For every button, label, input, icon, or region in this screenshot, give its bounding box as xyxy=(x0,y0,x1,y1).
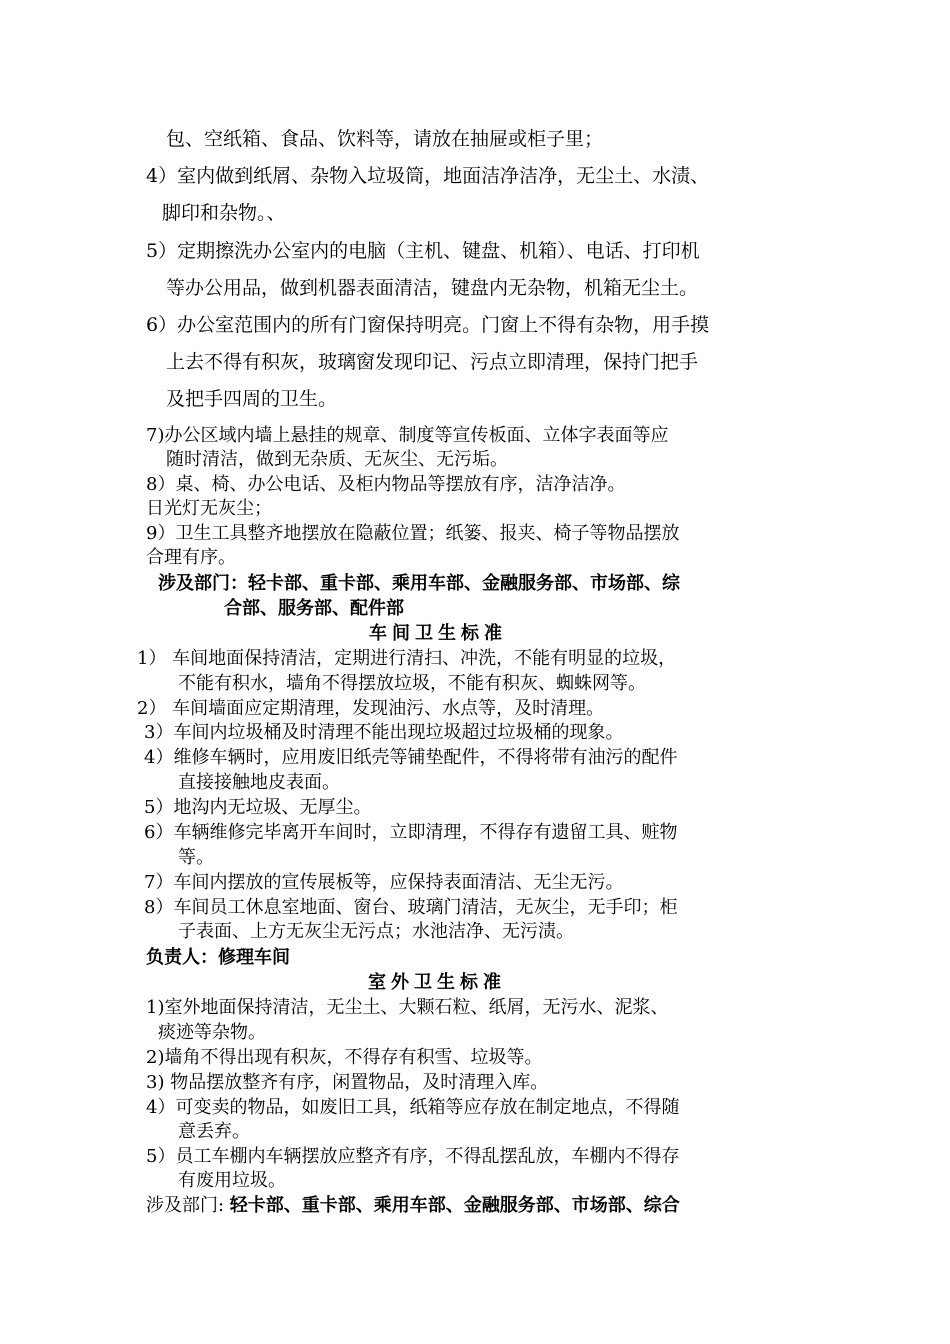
paragraph-line: 随时清洁，做到无杂质、无灰尘、无污垢。 xyxy=(166,449,508,470)
paragraph-line: 日光灯无灰尘； xyxy=(146,498,272,519)
responsible-line: 负责人：修理车间 xyxy=(146,947,290,968)
paragraph-line: 等办公用品，做到机器表面清洁，键盘内无杂物，机箱无尘土。 xyxy=(166,277,699,299)
workshop-item-3: 3）车间内垃圾桶及时清理不能出现垃圾超过垃圾桶的现象。 xyxy=(144,722,624,743)
paragraph-line: 痰迹等杂物。 xyxy=(158,1022,266,1043)
workshop-item-2: 2） 车间墙面应定期清理，发现油污、水点等，及时清理。 xyxy=(137,698,605,719)
list-item-4: 4）室内做到纸屑、杂物入垃圾筒，地面洁净洁净，无尘土、水渍、 xyxy=(146,165,710,187)
section-title-outdoor: 室外卫生标准 xyxy=(368,972,506,993)
outdoor-item-2: 2)墙角不得出现有积灰，不得存有积雪、垃圾等。 xyxy=(146,1047,543,1068)
paragraph-line: 有废用垃圾。 xyxy=(178,1170,286,1191)
outdoor-item-4: 4）可变卖的物品，如废旧工具，纸箱等应存放在制定地点，不得随 xyxy=(146,1097,680,1118)
outdoor-item-3: 3) 物品摆放整齐有序，闲置物品，及时清理入库。 xyxy=(146,1072,549,1093)
paragraph-line: 等。 xyxy=(178,847,214,868)
workshop-item-7: 7）车间内摆放的宣传展板等，应保持表面清洁、无尘无污。 xyxy=(144,872,624,893)
paragraph-line: 上去不得有积灰，玻璃窗发现印记、污点立即清理，保持门把手 xyxy=(166,351,699,373)
paragraph-line: 不能有积水，墙角不得摆放垃圾，不能有积灰、蜘蛛网等。 xyxy=(178,673,646,694)
departments-line: 合部、服务部、配件部 xyxy=(224,598,404,619)
paragraph-line: 脚印和杂物。、 xyxy=(162,202,286,224)
list-item-5: 5）定期擦洗办公室内的电脑（主机、键盘、机箱）、电话、打印机 xyxy=(146,240,700,262)
departments-list: 轻卡部、重卡部、乘用车部、金融服务部、市场部、综合 xyxy=(229,1195,680,1216)
list-item-6: 6）办公室范围内的所有门窗保持明亮。门窗上不得有杂物，用手摸 xyxy=(146,314,710,336)
section-title-workshop: 车间卫生标准 xyxy=(369,623,507,644)
paragraph-line: 合理有序。 xyxy=(146,547,236,568)
workshop-item-8: 8）车间员工休息室地面、窗台、玻璃门清洁，无灰尘，无手印；柜 xyxy=(144,897,678,918)
outdoor-item-1: 1)室外地面保持清洁，无尘土、大颗石粒、纸屑，无污水、泥浆、 xyxy=(146,997,669,1018)
workshop-item-4: 4）维修车辆时，应用废旧纸壳等铺垫配件，不得将带有油污的配件 xyxy=(144,747,678,768)
paragraph-line: 意丢弃。 xyxy=(178,1121,250,1142)
departments-line-outdoor xyxy=(146,1191,680,1217)
paragraph-line: 直接接触地皮表面。 xyxy=(178,772,340,793)
paragraph-line: 子表面、上方无灰尘无污点；水池洁净、无污渍。 xyxy=(178,921,574,942)
workshop-item-6: 6）车辆维修完毕离开车间时，立即清理，不得存有遗留工具、赃物 xyxy=(144,822,678,843)
workshop-item-1: 1） 车间地面保持清洁，定期进行清扫、冲洗，不能有明显的垃圾， xyxy=(137,648,677,669)
list-item-8: 8）桌、椅、办公电话、及柜内物品等摆放有序，洁净洁净。 xyxy=(146,474,626,495)
paragraph-line: 包、空纸箱、食品、饮料等，请放在抽屉或柜子里； xyxy=(166,128,604,150)
list-item-7: 7)办公区域内墙上悬挂的规章、制度等宣传板面、立体字表面等应 xyxy=(146,425,669,446)
paragraph-line: 及把手四周的卫生。 xyxy=(166,388,338,410)
list-item-9: 9）卫生工具整齐地摆放在隐蔽位置；纸篓、报夹、椅子等物品摆放 xyxy=(146,523,680,544)
departments-line: 涉及部门：轻卡部、重卡部、乘用车部、金融服务部、市场部、综 xyxy=(158,573,680,594)
outdoor-item-5: 5）员工车棚内车辆摆放应整齐有序，不得乱摆乱放，车棚内不得存 xyxy=(146,1146,680,1167)
workshop-item-5: 5）地沟内无垃圾、无厚尘。 xyxy=(144,797,372,818)
departments-label: 涉及部门: xyxy=(146,1195,230,1216)
